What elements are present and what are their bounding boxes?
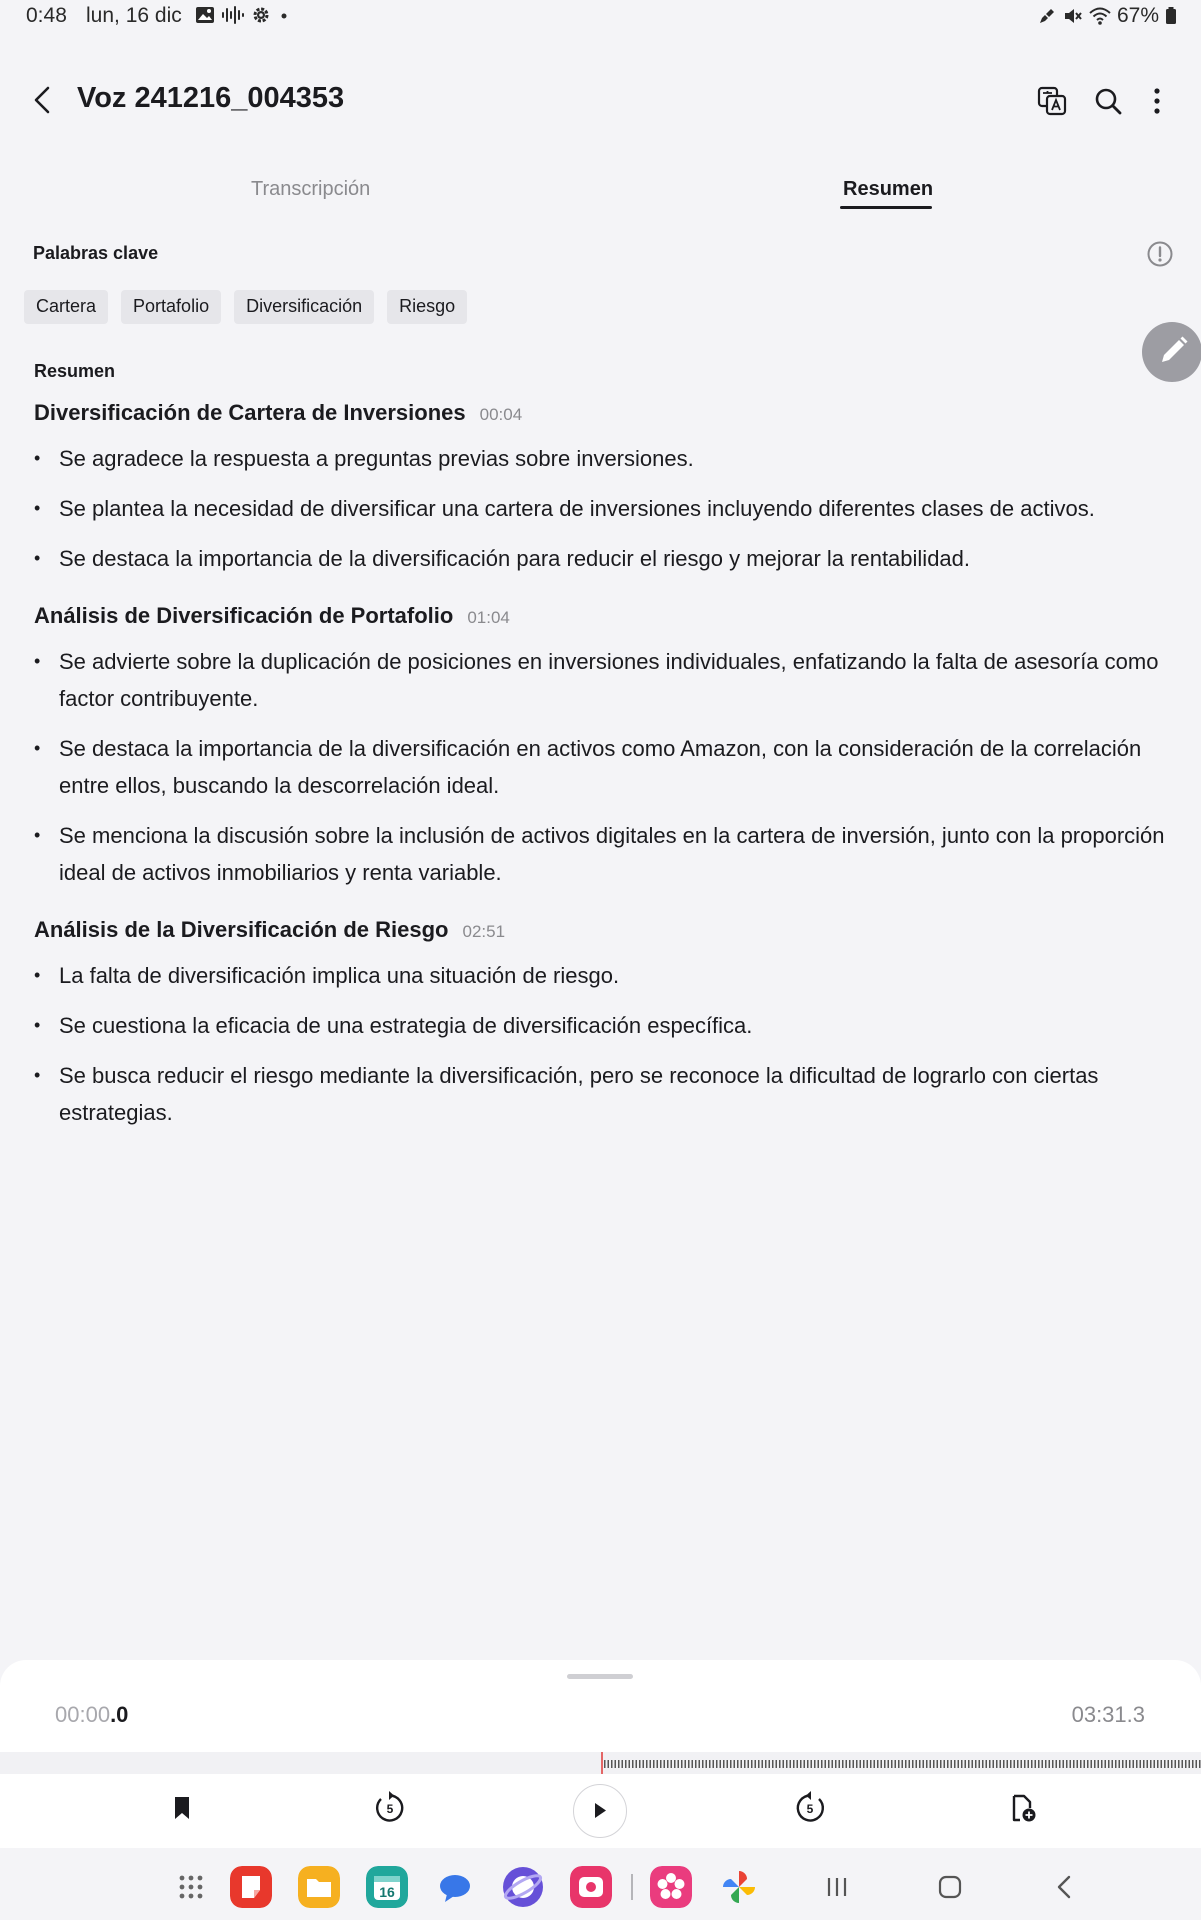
notes-app-icon[interactable] (230, 1866, 272, 1908)
tab-transcription[interactable]: Transcripción (251, 178, 371, 200)
summary-bullet: • La falta de diversificación implica una situación de riesgo. (34, 957, 1174, 994)
more-notifications-dot (277, 5, 291, 25)
section-timestamp[interactable]: 02:51 (462, 922, 506, 941)
home-icon[interactable] (929, 1866, 971, 1908)
add-file-icon[interactable] (1002, 1788, 1042, 1828)
summary-bullet: • Se destaca la importancia de la diversificación para reducir el riesgo y mejorar la rentabilidad. (34, 540, 1174, 577)
selected-tab-indicator (840, 206, 932, 209)
files-app-icon[interactable] (298, 1866, 340, 1908)
current-time: 00:00.0 (55, 1702, 129, 1727)
section-title: Análisis de Diversificación de Portafolio (34, 603, 454, 628)
screen-recorder-app-icon[interactable] (570, 1866, 612, 1908)
top-app-bar (0, 70, 1201, 130)
translate-icon[interactable] (1035, 84, 1069, 118)
section-timestamp[interactable]: 00:04 (479, 405, 523, 424)
recents-icon[interactable] (816, 1866, 858, 1908)
pen-icon (1037, 6, 1057, 26)
back-icon[interactable] (1044, 1866, 1086, 1908)
keyword-chips (24, 290, 467, 324)
system-status-icons (1037, 4, 1177, 28)
summary-bullet: • Se cuestiona la eficacia de una estrategia de diversificación específica. (34, 1007, 1174, 1044)
playhead[interactable] (601, 1752, 603, 1774)
tab-bar (0, 170, 1201, 220)
section-timestamp[interactable]: 01:04 (467, 608, 510, 627)
bookmark-icon[interactable] (162, 1788, 202, 1828)
back-arrow-icon[interactable] (26, 82, 62, 118)
summary-sections (34, 400, 1174, 1157)
summary-bullet: • Se busca reducir el riesgo mediante la diversificación, pero se reconoce la dificultad de lograrlo con ciertas estrategias. (34, 1057, 1174, 1131)
svg-text:16: 16 (379, 1884, 395, 1900)
edit-button[interactable] (1142, 322, 1201, 382)
pencil-icon (1142, 322, 1201, 382)
section-title: Diversificación de Cartera de Inversiones (34, 400, 466, 425)
page-title: Voz 241216_004353 (77, 82, 345, 114)
waveform (604, 1760, 1201, 1768)
keyword-chip[interactable]: Cartera (24, 290, 108, 324)
tab-summary[interactable]: Resumen (843, 178, 934, 200)
summary-section (34, 400, 1174, 577)
more-options-icon[interactable] (1140, 84, 1174, 118)
app-drawer-icon[interactable] (170, 1866, 212, 1908)
voice-recorder-icon (221, 5, 245, 25)
forward-5-icon[interactable] (790, 1788, 830, 1828)
search-icon[interactable] (1091, 84, 1125, 118)
keywords-heading: Palabras clave (33, 243, 159, 263)
section-title: Análisis de la Diversificación de Riesgo (34, 917, 449, 942)
player-panel (0, 1660, 1201, 1848)
internet-app-icon[interactable] (502, 1866, 544, 1908)
summary-section (34, 917, 1174, 1131)
keyword-chip[interactable]: Diversificación (234, 290, 374, 324)
summary-bullet: • Se advierte sobre la duplicación de posiciones en inversiones individuales, enfatizando la falta de asesoría como factor contribuyente. (34, 643, 1174, 717)
messages-app-icon[interactable] (434, 1866, 476, 1908)
summary-bullet: • Se plantea la necesidad de diversificar una cartera de inversiones incluyendo diferentes clases de activos. (34, 490, 1174, 527)
photos-app-icon[interactable] (718, 1866, 760, 1908)
summary-section (34, 603, 1174, 891)
taskbar-divider (631, 1874, 633, 1900)
battery-percent: 67% (1116, 4, 1159, 27)
blossom-app-icon[interactable] (650, 1866, 692, 1908)
svg-text:5: 5 (806, 1802, 814, 1816)
calendar-app-icon[interactable] (366, 1866, 408, 1908)
taskbar (0, 1854, 1201, 1920)
svg-text:5: 5 (386, 1802, 394, 1816)
rewind-5-icon[interactable] (370, 1788, 410, 1828)
mute-icon (1063, 6, 1083, 26)
keyword-chip[interactable]: Portafolio (121, 290, 221, 324)
summary-heading: Resumen (34, 361, 116, 381)
summary-bullet: • Se destaca la importancia de la diversificación en activos como Amazon, con la consideración de la correlación entre ellos, buscando la descorrelación ideal. (34, 730, 1174, 804)
info-icon[interactable] (1146, 240, 1174, 268)
play-button[interactable] (573, 1784, 627, 1838)
summary-bullet: • Se menciona la discusión sobre la inclusión de activos digitales en la cartera de inversión, junto con la proporción ideal de activos inmobiliarios y renta variable. (34, 817, 1174, 891)
total-time: 03:31.3 (1071, 1702, 1145, 1727)
summary-bullet: • Se agradece la respuesta a preguntas previas sobre inversiones. (34, 440, 1174, 477)
status-date: lun, 16 dic (86, 4, 182, 27)
keyword-chip[interactable]: Riesgo (387, 290, 467, 324)
gallery-icon (195, 5, 215, 25)
settings-icon (251, 5, 271, 25)
status-bar (0, 0, 1201, 34)
wifi-icon (1089, 6, 1111, 26)
status-time: 0:48 (26, 4, 67, 27)
panel-drag-handle[interactable] (567, 1674, 633, 1679)
notification-icons (195, 5, 291, 25)
play-icon (574, 1785, 625, 1836)
battery-icon (1165, 6, 1177, 26)
